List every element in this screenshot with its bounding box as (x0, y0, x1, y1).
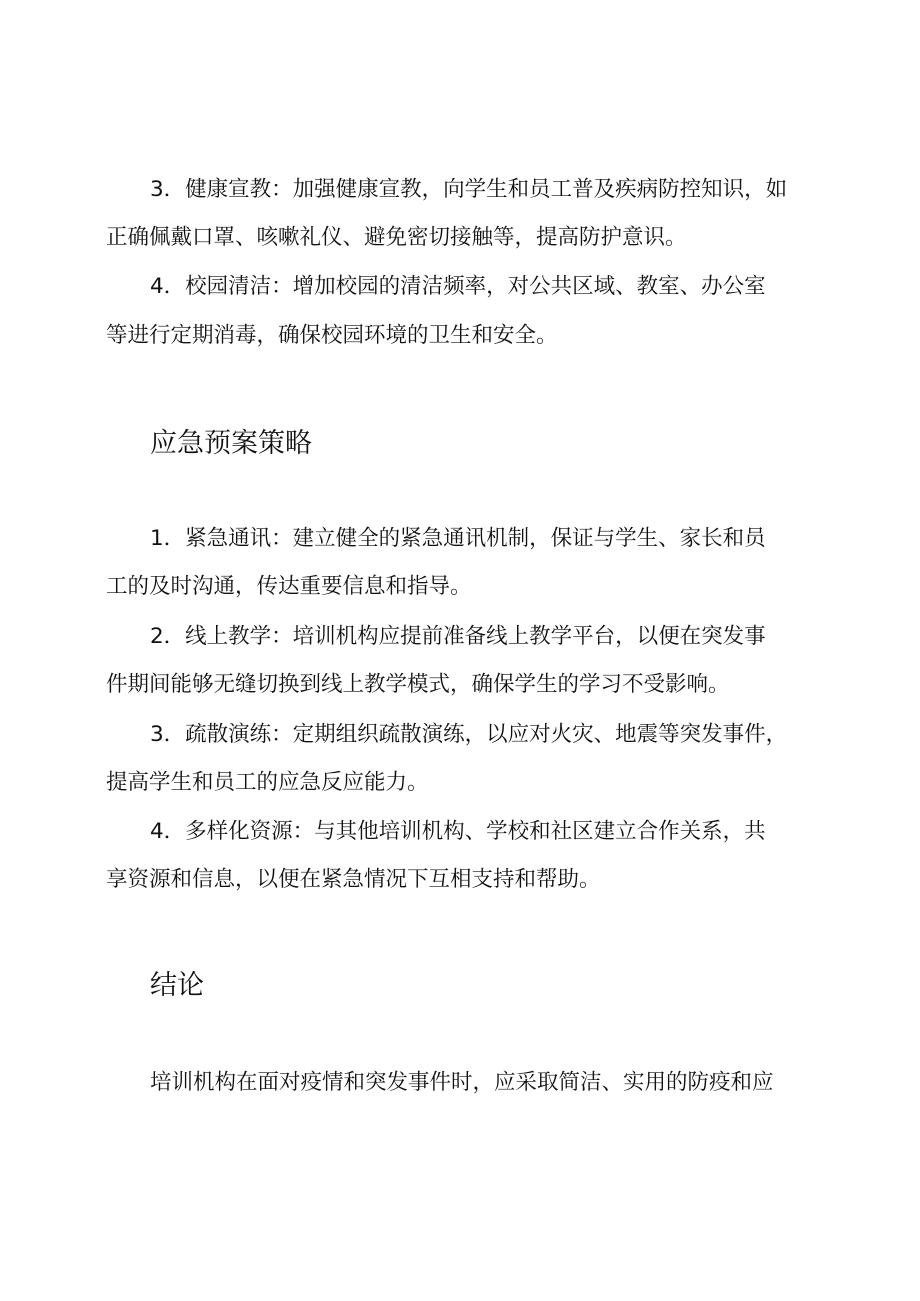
health-item-4-line-2: 等进行定期消毒，确保校园环境的卫生和安全。 (106, 323, 558, 348)
conclusion-section-title: 结论 (150, 970, 204, 1001)
health-item-3-line-1: 3．健康宣教：加强健康宣教，向学生和员工普及疾病防控知识，如 (150, 177, 788, 202)
emergency-item-4-line-1: 4．多样化资源：与其他培训机构、学校和社区建立合作关系，共 (150, 819, 766, 844)
health-item-3-line-2: 正确佩戴口罩、咳嗽礼仪、避免密切接触等，提高防护意识。 (106, 225, 687, 250)
emergency-item-3-line-1: 3．疏散演练：定期组织疏散演练，以应对火灾、地震等突发事件， (150, 722, 788, 747)
emergency-item-2-line-1: 2．线上教学：培训机构应提前准备线上教学平台，以便在突发事 (150, 624, 766, 649)
emergency-item-4-line-2: 享资源和信息，以便在紧急情况下互相支持和帮助。 (106, 867, 601, 892)
health-item-4-line-1: 4．校园清洁：增加校园的清洁频率，对公共区域、教室、办公室 (150, 274, 766, 299)
emergency-item-2-line-2: 件期间能够无缝切换到线上教学模式，确保学生的学习不受影响。 (106, 672, 730, 697)
emergency-item-1-line-2: 工的及时沟通，传达重要信息和指导。 (106, 574, 472, 599)
conclusion-paragraph-line-1: 培训机构在面对疫情和突发事件时，应采取简洁、实用的防疫和应 (150, 1070, 774, 1095)
emergency-item-3-line-2: 提高学生和员工的应急反应能力。 (106, 770, 429, 795)
emergency-section-title: 应急预案策略 (150, 428, 312, 459)
emergency-item-1-line-1: 1．紧急通讯：建立健全的紧急通讯机制，保证与学生、家长和员 (150, 526, 766, 551)
